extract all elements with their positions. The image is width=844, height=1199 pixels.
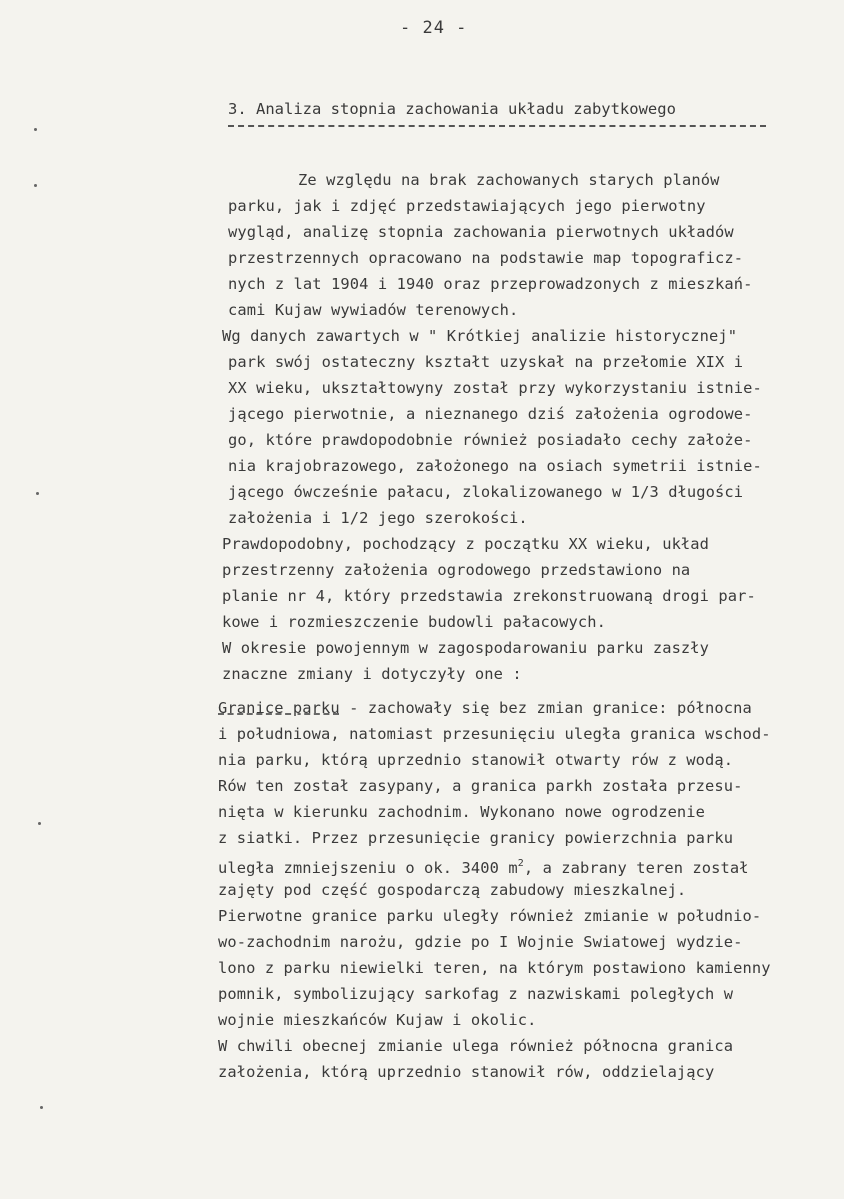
text-line: przestrzenny założenia ogrodowego przedstawiono na (222, 561, 691, 579)
margin-dot (40, 1106, 43, 1109)
text-line: W chwili obecnej zmianie ulega również północna granica (218, 1037, 734, 1055)
text-line: go, które prawdopodobnie również posiadało cechy założe- (228, 431, 753, 449)
text-line: zajęty pod część gospodarczą zabudowy mieszkalnej. (218, 881, 687, 899)
margin-dot (36, 492, 39, 495)
text-line: parku, jak i zdjęć przedstawiających jego pierwotny (228, 197, 706, 215)
text-line: jącego ówcześnie pałacu, zlokalizowanego w 1/3 długości (228, 483, 744, 501)
text-line: kowe i rozmieszczenie budowli pałacowych. (222, 613, 607, 631)
text-line: Pierwotne granice parku uległy również zmianie w południo- (218, 907, 762, 925)
text-line: lono z parku niewielki teren, na którym postawiono kamienny (218, 959, 771, 977)
text-line: nych z lat 1904 i 1940 oraz przeprowadzonych z mieszkań- (228, 275, 753, 293)
page-number: - 24 - (400, 18, 468, 38)
text-line: Prawdopodobny, pochodzący z początku XX wieku, układ (222, 535, 710, 553)
margin-dot (38, 822, 41, 825)
margin-dot (34, 184, 37, 187)
text-line: założenia i 1/2 jego szerokości. (228, 509, 528, 527)
granice-term: Granice parku (218, 699, 340, 717)
granice-rest: - zachowały się bez zmian granice: północna (339, 699, 752, 717)
text-line: Ze względu na brak zachowanych starych planów (298, 171, 720, 189)
text-line: przestrzennych opracowano na podstawie map topograficz- (228, 249, 744, 267)
margin-dot (34, 128, 37, 131)
section-heading: 3. Analiza stopnia zachowania układu zabytkowego (228, 100, 676, 118)
text-line: XX wieku, ukształtowyny został przy wykorzystaniu istnie- (228, 379, 762, 397)
area-line-before: uległa zmniejszeniu o ok. 3400 m (218, 859, 518, 877)
text-line: założenia, którą uprzednio stanowił rów, oddzielający (218, 1063, 715, 1081)
text-line: nięta w kierunku zachodnim. Wykonano nowe ogrodzenie (218, 803, 706, 821)
text-line: cami Kujaw wywiadów terenowych. (228, 301, 519, 319)
text-line: pomnik, symbolizujący sarkofag z nazwiskami poległych w (218, 985, 734, 1003)
text-line: jącego pierwotnie, a nieznanego dziś założenia ogrodowe- (228, 405, 753, 423)
text-line: Rów ten został zasypany, a granica parkh została przesu- (218, 777, 743, 795)
text-line: W okresie powojennym w zagospodarowaniu parku zaszły (222, 639, 710, 657)
text-line: wygląd, analizę stopnia zachowania pierwotnych układów (228, 223, 734, 241)
area-line (218, 854, 749, 878)
text-line: park swój ostateczny kształt uzyskał na przełomie XIX i (228, 353, 744, 371)
granice-line (218, 698, 752, 718)
text-line: wo-zachodnim narożu, gdzie po I Wojnie Swiatowej wydzie- (218, 933, 743, 951)
heading-underline (228, 125, 766, 127)
area-line-after: , a zabrany teren został (523, 859, 749, 877)
text-line: planie nr 4, który przedstawia zrekonstruowaną drogi par- (222, 587, 756, 605)
text-line: Wg danych zawartych w " Krótkiej analizie historycznej" (222, 327, 738, 345)
text-line: wojnie mieszkańców Kujaw i okolic. (218, 1011, 537, 1029)
text-line: i południowa, natomiast przesunięciu uległa granica wschod- (218, 725, 771, 743)
text-line: z siatki. Przez przesunięcie granicy powierzchnia parku (218, 829, 734, 847)
area-line-sup: 2 (517, 858, 524, 869)
text-line: znaczne zmiany i dotyczyły one : (222, 665, 522, 683)
text-line: nia parku, którą uprzednio stanowił otwarty rów z wodą. (218, 751, 734, 769)
text-line: nia krajobrazowego, założonego na osiach symetrii istnie- (228, 457, 762, 475)
